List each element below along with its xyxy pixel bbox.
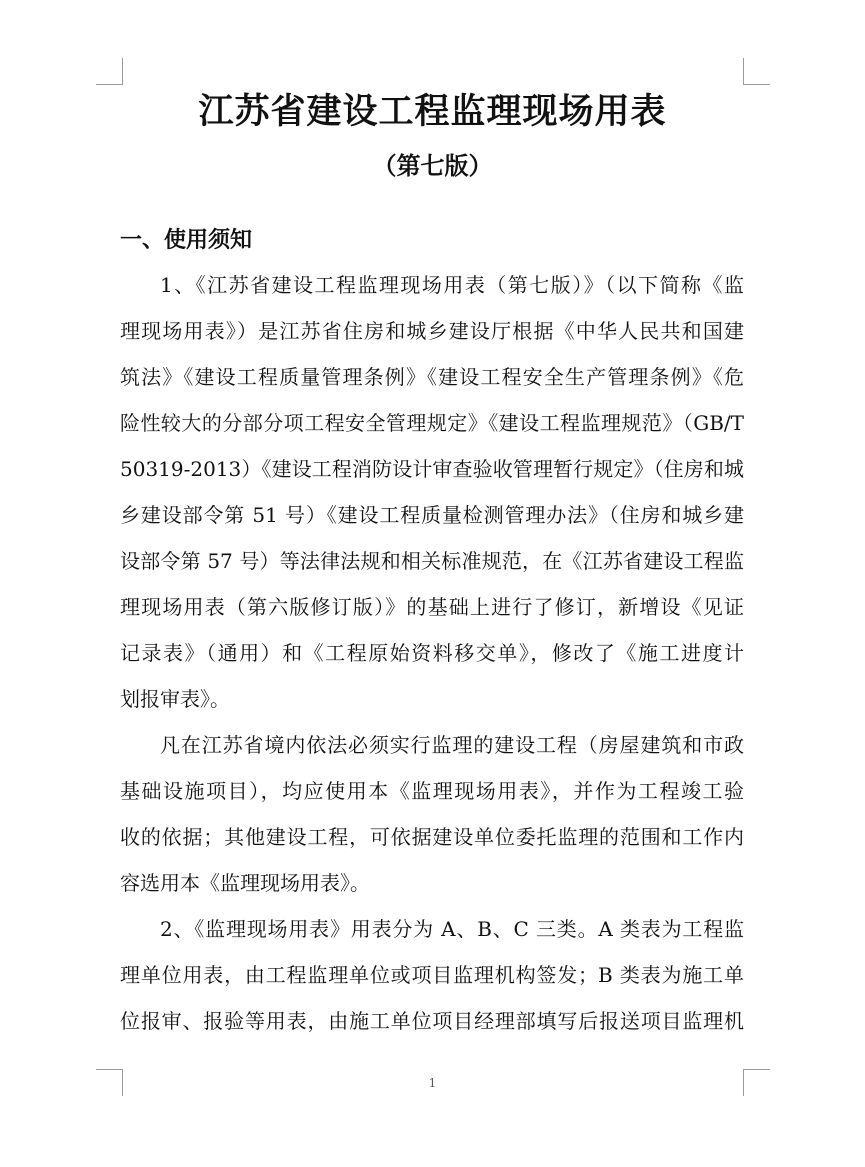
paragraph-line-last: 容选用本《监理现场用表》。	[120, 871, 370, 895]
paragraph-line: 2、《监理现场用表》用表分为 A、B、C 三类。A 类表为工程监	[160, 917, 744, 941]
paragraph-line: 收的依据；其他建设工程，可依据建设单位委托监理的范围和工作内	[120, 825, 744, 849]
document-title: 江苏省建设工程监理现场用表	[198, 91, 667, 132]
paragraph-line: 筑法》《建设工程质量管理条例》《建设工程安全生产管理条例》《危	[120, 365, 744, 389]
paragraph-line: 理单位用表，由工程监理单位或项目监理机构签发；B 类表为施工单	[120, 963, 744, 987]
paragraph-line: 记录表》（通用）和《工程原始资料移交单》，修改了《施工进度计	[120, 641, 744, 665]
paragraph-line: 设部令第 57 号）等法律法规和相关标准规范，在《江苏省建设工程监	[120, 549, 744, 573]
paragraph-line: 理现场用表》）是江苏省住房和城乡建设厅根据《中华人民共和国建	[120, 319, 744, 343]
paragraph-line: 1、《江苏省建设工程监理现场用表（第七版）》（以下简称《监	[160, 273, 744, 297]
paragraph-line: 基础设施项目），均应使用本《监理现场用表》，并作为工程竣工验	[120, 779, 744, 803]
crop-mark-top-right	[743, 58, 770, 85]
paragraph-line: 位报审、报验等用表，由施工单位项目经理部填写后报送项目监理机	[120, 1009, 744, 1033]
page-number: 1	[428, 1076, 437, 1090]
crop-mark-top-left	[96, 58, 123, 85]
paragraph-line: 理现场用表（第六版修订版）》的基础上进行了修订，新增设《见证	[120, 595, 744, 619]
section-heading: 一、使用须知	[120, 227, 253, 253]
document-subtitle: （第七版）	[372, 151, 493, 180]
paragraph-line: 乡建设部令第 51 号）《建设工程质量检测管理办法》（住房和城乡建	[120, 503, 744, 527]
paragraph-line-last: 划报审表》。	[120, 687, 230, 711]
paragraph-line: 凡在江苏省境内依法必须实行监理的建设工程（房屋建筑和市政	[160, 733, 744, 757]
paragraph-line: 险性较大的分部分项工程安全管理规定》《建设工程监理规范》（GB/T	[120, 411, 744, 435]
paragraph-line: 50319-2013）《建设工程消防设计审查验收管理暂行规定》（住房和城	[120, 457, 744, 481]
